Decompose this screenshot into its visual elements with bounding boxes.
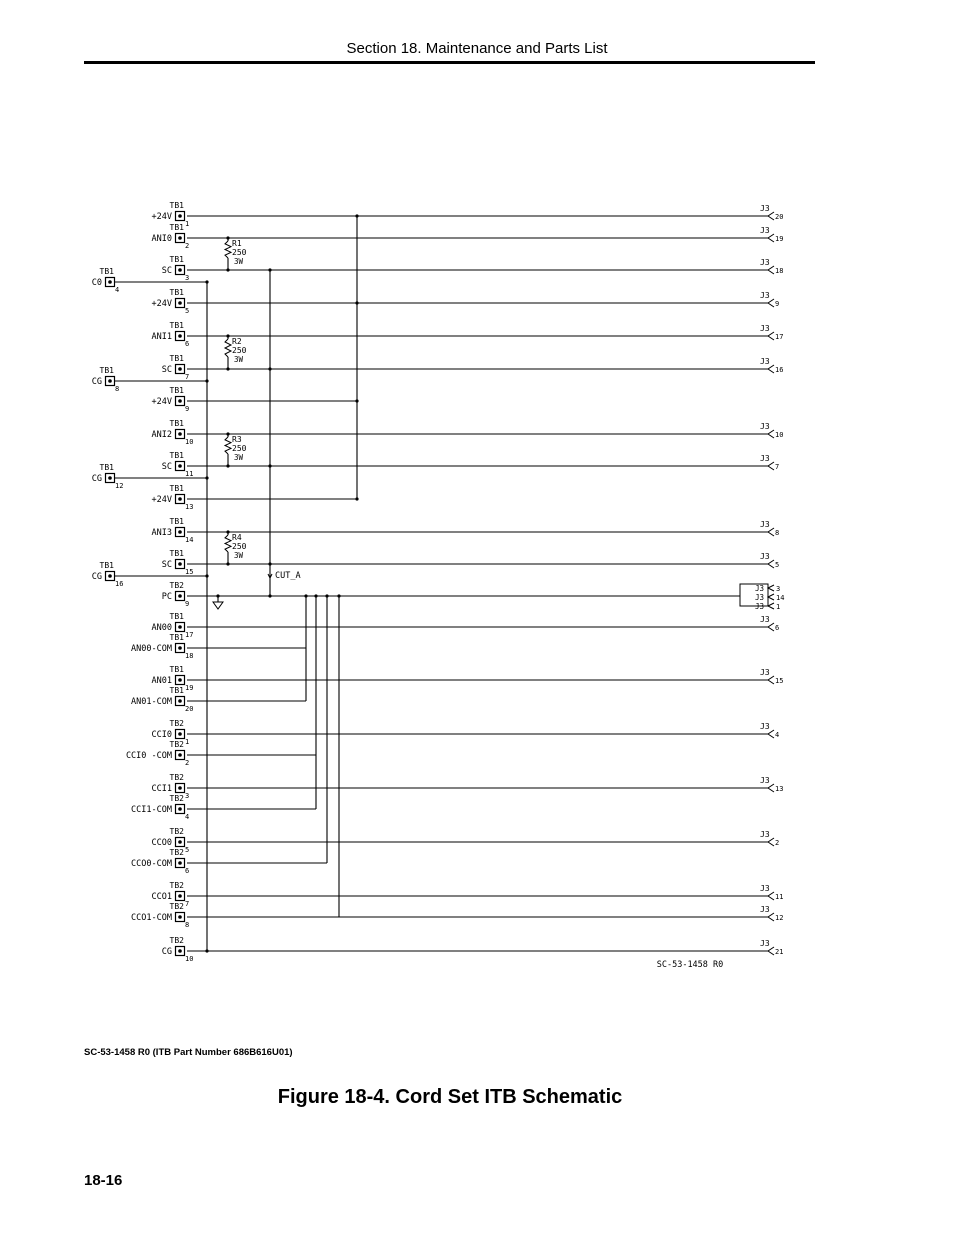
terminal-name-cg-29: CG bbox=[161, 947, 172, 957]
junction-sc-10 bbox=[268, 464, 271, 467]
terminal-pin-tb1-10: 10 bbox=[185, 438, 194, 446]
terminal-screw-tb2-2 bbox=[178, 753, 182, 757]
terminal-block-label-tb2-10: TB2 bbox=[169, 936, 184, 945]
caption-note: SC-53-1458 R0 (ITB Part Number 686B616U01) bbox=[84, 1047, 293, 1058]
junction-cg-tb1-16 bbox=[205, 574, 208, 577]
pc-j3-label-3: J3 bbox=[754, 584, 764, 593]
resistor-value-r1: 250 bbox=[232, 248, 247, 257]
terminal-pin-tb1-3: 3 bbox=[185, 274, 190, 282]
terminal-block-label-tb1-6: TB1 bbox=[169, 321, 184, 330]
j3-label-18: J3 bbox=[760, 258, 770, 267]
terminal-block-label-tb1-11: TB1 bbox=[169, 451, 184, 460]
resistor-value-r2: 250 bbox=[232, 346, 247, 355]
j3-pin-19: 19 bbox=[775, 235, 784, 243]
terminal-block-label-tb1-4: TB1 bbox=[99, 267, 114, 276]
j3-pin-5: 5 bbox=[775, 561, 780, 569]
terminal-block-label-tb2-6: TB2 bbox=[169, 848, 184, 857]
j3-label-2: J3 bbox=[760, 830, 770, 839]
terminal-screw-tb1-4 bbox=[108, 280, 112, 284]
terminal-pin-tb1-13: 13 bbox=[185, 503, 194, 511]
terminal-pin-tb1-8: 8 bbox=[115, 385, 120, 393]
terminal-pin-tb1-17: 17 bbox=[185, 631, 194, 639]
terminal-pin-tb1-15: 15 bbox=[185, 568, 194, 576]
j3-label-20: J3 bbox=[760, 204, 770, 213]
terminal-pin-tb1-2: 2 bbox=[185, 242, 190, 250]
pc-j3-pin-3: 3 bbox=[776, 585, 781, 593]
pc-j3-pin-14: 14 bbox=[776, 594, 785, 602]
j3-pin-11: 11 bbox=[775, 893, 784, 901]
terminal-block-label-tb2-5: TB2 bbox=[169, 827, 184, 836]
terminal-screw-tb1-8 bbox=[108, 379, 112, 383]
junction-cut-a bbox=[268, 594, 271, 597]
terminal-name-cco1-27: CCO1 bbox=[151, 892, 172, 902]
j3-label-15: J3 bbox=[760, 668, 770, 677]
j3-connector-16 bbox=[768, 365, 774, 373]
terminal-block-label-tb2-8: TB2 bbox=[169, 902, 184, 911]
terminal-screw-tb1-5 bbox=[178, 301, 182, 305]
terminal-name-24v-0: +24V bbox=[151, 212, 172, 222]
j3-pin-15: 15 bbox=[775, 677, 784, 685]
j3-connector-8 bbox=[768, 528, 774, 536]
junction-24v-8 bbox=[355, 399, 358, 402]
j3-label-21: J3 bbox=[760, 939, 770, 948]
terminal-pin-tb2-9: 9 bbox=[185, 600, 190, 608]
terminal-name-cci0-com-22: CCI0 -COM bbox=[125, 751, 172, 761]
resistor-r1 bbox=[225, 241, 231, 258]
resistor-value-r3: 250 bbox=[232, 444, 247, 453]
terminal-name-sc-14: SC bbox=[161, 560, 172, 570]
ground-icon bbox=[213, 602, 223, 609]
j3-connector-2 bbox=[768, 838, 774, 846]
terminal-screw-tb1-2 bbox=[178, 236, 182, 240]
terminal-name-sc-6: SC bbox=[161, 365, 172, 375]
terminal-block-label-tb2-9: TB2 bbox=[169, 581, 184, 590]
junction-ground bbox=[216, 594, 219, 597]
junction-sc-6 bbox=[268, 367, 271, 370]
j3-label-11: J3 bbox=[760, 884, 770, 893]
j3-connector-13 bbox=[768, 784, 774, 792]
j3-connector-15 bbox=[768, 676, 774, 684]
junction-24v-0 bbox=[355, 214, 358, 217]
terminal-pin-tb1-9: 9 bbox=[185, 405, 190, 413]
j3-connector-20 bbox=[768, 212, 774, 220]
terminal-pin-tb2-8: 8 bbox=[185, 921, 190, 929]
j3-connector-4 bbox=[768, 730, 774, 738]
terminal-block-label-tb1-12: TB1 bbox=[99, 463, 114, 472]
pc-j3-label-1: J3 bbox=[754, 602, 764, 611]
j3-connector-19 bbox=[768, 234, 774, 242]
j3-label-10: J3 bbox=[760, 422, 770, 431]
terminal-pin-tb1-6: 6 bbox=[185, 340, 190, 348]
terminal-screw-tb2-7 bbox=[178, 894, 182, 898]
terminal-block-label-tb2-3: TB2 bbox=[169, 773, 184, 782]
j3-connector-12 bbox=[768, 913, 774, 921]
j3-pin-8: 8 bbox=[775, 529, 780, 537]
junction-cg-tb2 bbox=[205, 949, 208, 952]
j3-label-8: J3 bbox=[760, 520, 770, 529]
terminal-screw-tb2-1 bbox=[178, 732, 182, 736]
drawing-number: SC-53-1458 R0 bbox=[656, 960, 724, 970]
terminal-screw-tb2-3 bbox=[178, 786, 182, 790]
terminal-block-label-tb1-10: TB1 bbox=[169, 419, 184, 428]
terminal-pin-tb1-14: 14 bbox=[185, 536, 194, 544]
terminal-pin-tb1-20: 20 bbox=[185, 705, 194, 713]
terminal-screw-tb1-9 bbox=[178, 399, 182, 403]
terminal-screw-tb2-9 bbox=[178, 594, 182, 598]
junction-cg-tb1-12 bbox=[205, 476, 208, 479]
terminal-name-sc-10: SC bbox=[161, 462, 172, 472]
terminal-pin-tb1-11: 11 bbox=[185, 470, 194, 478]
terminal-pin-tb1-4: 4 bbox=[115, 286, 120, 294]
terminal-screw-tb1-1 bbox=[178, 214, 182, 218]
terminal-name-cg-11: CG bbox=[91, 474, 102, 484]
terminal-name-cci1-23: CCI1 bbox=[151, 784, 172, 794]
resistor-r4 bbox=[225, 535, 231, 552]
terminal-screw-tb1-12 bbox=[108, 476, 112, 480]
terminal-pin-tb2-1: 1 bbox=[185, 738, 190, 746]
j3-label-13: J3 bbox=[760, 776, 770, 785]
terminal-pin-tb2-2: 2 bbox=[185, 759, 190, 767]
j3-label-17: J3 bbox=[760, 324, 770, 333]
terminal-name-ani2-9: ANI2 bbox=[151, 430, 172, 440]
terminal-screw-tb2-8 bbox=[178, 915, 182, 919]
j3-pin-6: 6 bbox=[775, 624, 780, 632]
j3-pin-16: 16 bbox=[775, 366, 784, 374]
terminal-pin-tb2-4: 4 bbox=[185, 813, 190, 821]
resistor-ref-r1: R1 bbox=[232, 239, 242, 248]
terminal-block-label-tb1-16: TB1 bbox=[99, 561, 114, 570]
terminal-name-24v-8: +24V bbox=[151, 397, 172, 407]
terminal-pin-tb2-10: 10 bbox=[185, 955, 194, 963]
j3-pin-20: 20 bbox=[775, 213, 784, 221]
figure-title: Figure 18-4. Cord Set ITB Schematic bbox=[277, 1086, 623, 1108]
j3-pin-10: 10 bbox=[775, 431, 784, 439]
terminal-block-label-tb1-15: TB1 bbox=[169, 549, 184, 558]
terminal-block-label-tb1-9: TB1 bbox=[169, 386, 184, 395]
terminal-pin-tb2-7: 7 bbox=[185, 900, 190, 908]
terminal-name-cco0-25: CCO0 bbox=[151, 838, 172, 848]
terminal-screw-tb1-6 bbox=[178, 334, 182, 338]
j3-connector-11 bbox=[768, 892, 774, 900]
terminal-screw-tb1-19 bbox=[178, 678, 182, 682]
terminal-block-label-tb1-13: TB1 bbox=[169, 484, 184, 493]
resistor-rating-r3: 3W bbox=[234, 453, 244, 462]
terminal-name-ani0-1: ANI0 bbox=[151, 234, 172, 244]
terminal-pin-tb1-12: 12 bbox=[115, 482, 124, 490]
terminal-block-label-tb2-1: TB2 bbox=[169, 719, 184, 728]
terminal-pin-tb1-19: 19 bbox=[185, 684, 194, 692]
terminal-screw-tb1-7 bbox=[178, 367, 182, 371]
resistor-rating-r1: 3W bbox=[234, 257, 244, 266]
terminal-name-cco0-com-26: CCO0-COM bbox=[131, 859, 172, 869]
pc-j3-connector-1 bbox=[768, 603, 774, 609]
junction-sc-14 bbox=[268, 562, 271, 565]
terminal-block-label-tb1-20: TB1 bbox=[169, 686, 184, 695]
j3-pin-18: 18 bbox=[775, 267, 784, 275]
terminal-screw-tb1-20 bbox=[178, 699, 182, 703]
terminal-screw-tb2-10 bbox=[178, 949, 182, 953]
j3-pin-2: 2 bbox=[775, 839, 780, 847]
terminal-screw-tb1-3 bbox=[178, 268, 182, 272]
terminal-block-label-tb2-7: TB2 bbox=[169, 881, 184, 890]
terminal-screw-tb1-10 bbox=[178, 432, 182, 436]
pc-j3-label-14: J3 bbox=[754, 593, 764, 602]
j3-pin-13: 13 bbox=[775, 785, 784, 793]
resistor-rating-r4: 3W bbox=[234, 551, 244, 560]
terminal-block-label-tb1-5: TB1 bbox=[169, 288, 184, 297]
resistor-r3 bbox=[225, 437, 231, 454]
terminal-block-label-tb1-19: TB1 bbox=[169, 665, 184, 674]
junction-cg-tb1-8 bbox=[205, 379, 208, 382]
terminal-screw-tb1-17 bbox=[178, 625, 182, 629]
j3-pin-21: 21 bbox=[775, 948, 784, 956]
terminal-block-label-tb1-1: TB1 bbox=[169, 201, 184, 210]
terminal-pin-tb1-5: 5 bbox=[185, 307, 190, 315]
junction-cg-tb1-4 bbox=[205, 280, 208, 283]
terminal-name-cg-15: CG bbox=[91, 572, 102, 582]
resistor-r2 bbox=[225, 339, 231, 357]
terminal-name-cci1-com-24: CCI1-COM bbox=[131, 805, 172, 815]
terminal-block-label-tb1-7: TB1 bbox=[169, 354, 184, 363]
terminal-screw-tb1-14 bbox=[178, 530, 182, 534]
j3-pin-7: 7 bbox=[775, 463, 780, 471]
terminal-name-an00-17: AN00 bbox=[151, 623, 172, 633]
junction-24v-12 bbox=[355, 497, 358, 500]
terminal-screw-tb1-15 bbox=[178, 562, 182, 566]
terminal-screw-tb2-4 bbox=[178, 807, 182, 811]
terminal-name-c0-3: C0 bbox=[91, 278, 102, 288]
j3-connector-9 bbox=[768, 299, 774, 307]
j3-pin-12: 12 bbox=[775, 914, 784, 922]
terminal-name-cco1-com-28: CCO1-COM bbox=[131, 913, 172, 923]
j3-pin-17: 17 bbox=[775, 333, 784, 341]
j3-connector-7 bbox=[768, 462, 774, 470]
terminal-block-label-tb2-4: TB2 bbox=[169, 794, 184, 803]
terminal-block-label-tb1-8: TB1 bbox=[99, 366, 114, 375]
page-number: 18-16 bbox=[84, 1172, 123, 1189]
terminal-pin-tb2-3: 3 bbox=[185, 792, 190, 800]
terminal-pin-tb1-7: 7 bbox=[185, 373, 190, 381]
resistor-value-r4: 250 bbox=[232, 542, 247, 551]
j3-connector-18 bbox=[768, 266, 774, 274]
terminal-pin-tb1-1: 1 bbox=[185, 220, 190, 228]
terminal-name-an01-19: AN01 bbox=[151, 676, 172, 686]
j3-label-4: J3 bbox=[760, 722, 770, 731]
j3-label-9: J3 bbox=[760, 291, 770, 300]
terminal-name-sc-2: SC bbox=[161, 266, 172, 276]
pc-j3-connector-14 bbox=[768, 594, 774, 600]
terminal-pin-tb1-18: 18 bbox=[185, 652, 194, 660]
terminal-screw-tb2-5 bbox=[178, 840, 182, 844]
terminal-name-24v-12: +24V bbox=[151, 495, 172, 505]
terminal-screw-tb1-18 bbox=[178, 646, 182, 650]
terminal-name-an01-com-20: AN01-COM bbox=[131, 697, 172, 707]
j3-connector-21 bbox=[768, 947, 774, 955]
pc-j3-pin-1: 1 bbox=[776, 603, 781, 611]
terminal-pin-tb2-6: 6 bbox=[185, 867, 190, 875]
j3-pin-9: 9 bbox=[775, 300, 780, 308]
j3-label-6: J3 bbox=[760, 615, 770, 624]
j3-pin-4: 4 bbox=[775, 731, 780, 739]
terminal-name-an00-com-18: AN00-COM bbox=[131, 644, 172, 654]
resistor-ref-r2: R2 bbox=[232, 337, 242, 346]
j3-connector-5 bbox=[768, 560, 774, 568]
terminal-name-cg-7: CG bbox=[91, 377, 102, 387]
page-header: Section 18. Maintenance and Parts List bbox=[346, 40, 608, 57]
j3-label-12: J3 bbox=[760, 905, 770, 914]
j3-label-19: J3 bbox=[760, 226, 770, 235]
terminal-name-pc-16: PC bbox=[161, 592, 172, 602]
junction-24v-4 bbox=[355, 301, 358, 304]
j3-connector-17 bbox=[768, 332, 774, 340]
terminal-block-label-tb1-3: TB1 bbox=[169, 255, 184, 264]
j3-connector-10 bbox=[768, 430, 774, 438]
j3-label-5: J3 bbox=[760, 552, 770, 561]
terminal-block-label-tb1-17: TB1 bbox=[169, 612, 184, 621]
j3-label-7: J3 bbox=[760, 454, 770, 463]
terminal-screw-tb1-16 bbox=[108, 574, 112, 578]
terminal-name-24v-4: +24V bbox=[151, 299, 172, 309]
terminal-name-ani3-13: ANI3 bbox=[151, 528, 172, 538]
terminal-pin-tb2-5: 5 bbox=[185, 846, 190, 854]
terminal-screw-tb1-11 bbox=[178, 464, 182, 468]
terminal-block-label-tb1-2: TB1 bbox=[169, 223, 184, 232]
pc-j3-connector-3 bbox=[768, 585, 774, 591]
terminal-block-label-tb1-14: TB1 bbox=[169, 517, 184, 526]
j3-label-16: J3 bbox=[760, 357, 770, 366]
terminal-screw-tb2-6 bbox=[178, 861, 182, 865]
resistor-ref-r4: R4 bbox=[232, 533, 242, 542]
terminal-screw-tb1-13 bbox=[178, 497, 182, 501]
terminal-pin-tb1-16: 16 bbox=[115, 580, 124, 588]
j3-connector-6 bbox=[768, 623, 774, 631]
resistor-rating-r2: 3W bbox=[234, 355, 244, 364]
resistor-ref-r3: R3 bbox=[232, 435, 242, 444]
terminal-name-cci0-21: CCI0 bbox=[151, 730, 172, 740]
terminal-block-label-tb2-2: TB2 bbox=[169, 740, 184, 749]
terminal-name-ani1-5: ANI1 bbox=[151, 332, 172, 342]
cut-a-label: CUT_A bbox=[275, 571, 301, 581]
terminal-block-label-tb1-18: TB1 bbox=[169, 633, 184, 642]
junction-sc-2 bbox=[268, 268, 271, 271]
